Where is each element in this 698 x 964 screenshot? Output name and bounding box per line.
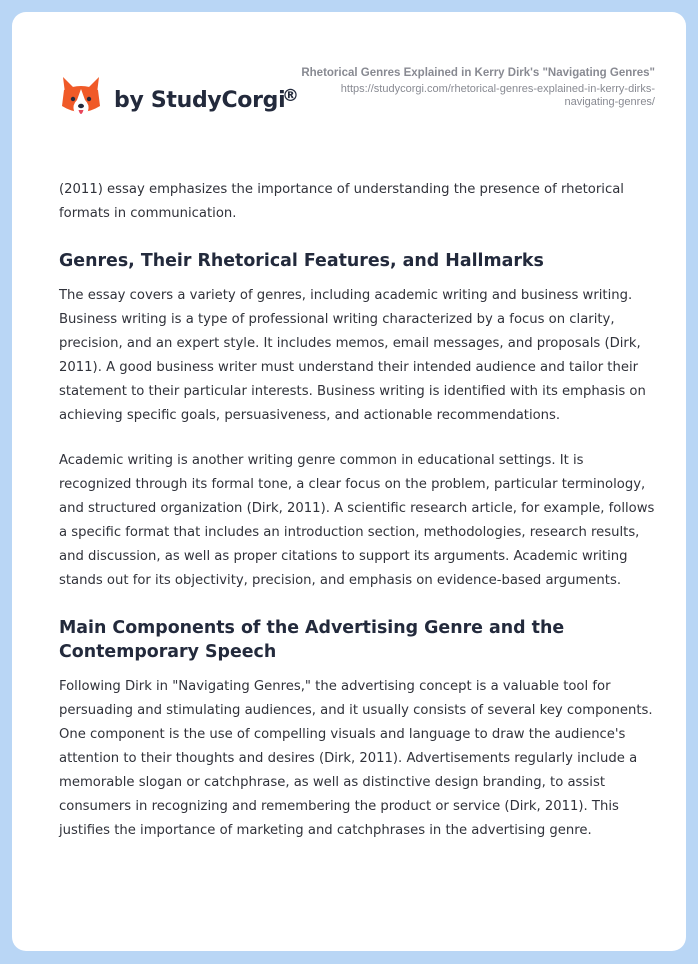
- paragraph-business-writing: The essay covers a variety of genres, including academic writing and business writing. Business writing is a type of professional writing characterized by a focus on clarity, precision, and an expert style. It includes memos, email messages, and proposals (Dirk, 2011). A good business writer must understand their intended audience and tailor their statement to their particular interests. Business writing is identified with its emphasis on achieving specific goals, persuasiveness, and actionable recommendations.: [59, 288, 646, 423]
- document-url[interactable]: https://studycorgi.com/rhetorical-genres-explained-in-kerry-dirks-navigating-genres/: [340, 83, 655, 108]
- intro-paragraph: (2011) essay emphasizes the importance of understanding the presence of rhetorical formats in communication.: [59, 182, 624, 221]
- brand-name: by StudyCorgi: [114, 87, 286, 113]
- studycorgi-logo[interactable]: [60, 76, 299, 122]
- corgi-logo-icon: [60, 76, 102, 122]
- document-meta: [295, 66, 655, 109]
- article-body: [59, 178, 659, 864]
- document-page: [12, 12, 686, 951]
- paragraph-academic-writing: Academic writing is another writing genre common in educational settings. It is recognized through its formal tone, a clear focus on the problem, particular terminology, and structured organization (Dirk, 2011). A scientific research article, for example, follows a specific format that includes an introduction section, methodologies, research results, and discussion, as well as proper citations to support its arguments. Academic writing stands out for its objectivity, precision, and emphasis on evidence-based arguments.: [59, 453, 655, 588]
- registered-mark: ®: [282, 86, 299, 106]
- section-heading-genres: Genres, Their Rhetorical Features, and Hallmarks: [59, 251, 544, 271]
- document-title: Rhetorical Genres Explained in Kerry Dirk's "Navigating Genres": [301, 67, 655, 79]
- paragraph-advertising: Following Dirk in "Navigating Genres," the advertising concept is a valuable tool for persuading and stimulating audiences, and it usually consists of several key components. One component is the use of compelling visuals and language to draw the audience's attention to their thoughts and desires (Dirk, 2011). Advertisements regularly include a memorable slogan or catchphrase, as well as distinctive design branding, to assist consumers in recognizing and remembering the product or service (Dirk, 2011). This justifies the importance of marketing and catchphrases in the advertising genre.: [59, 679, 653, 838]
- section-heading-advertising: Main Components of the Advertising Genre and the Contemporary Speech: [59, 618, 565, 662]
